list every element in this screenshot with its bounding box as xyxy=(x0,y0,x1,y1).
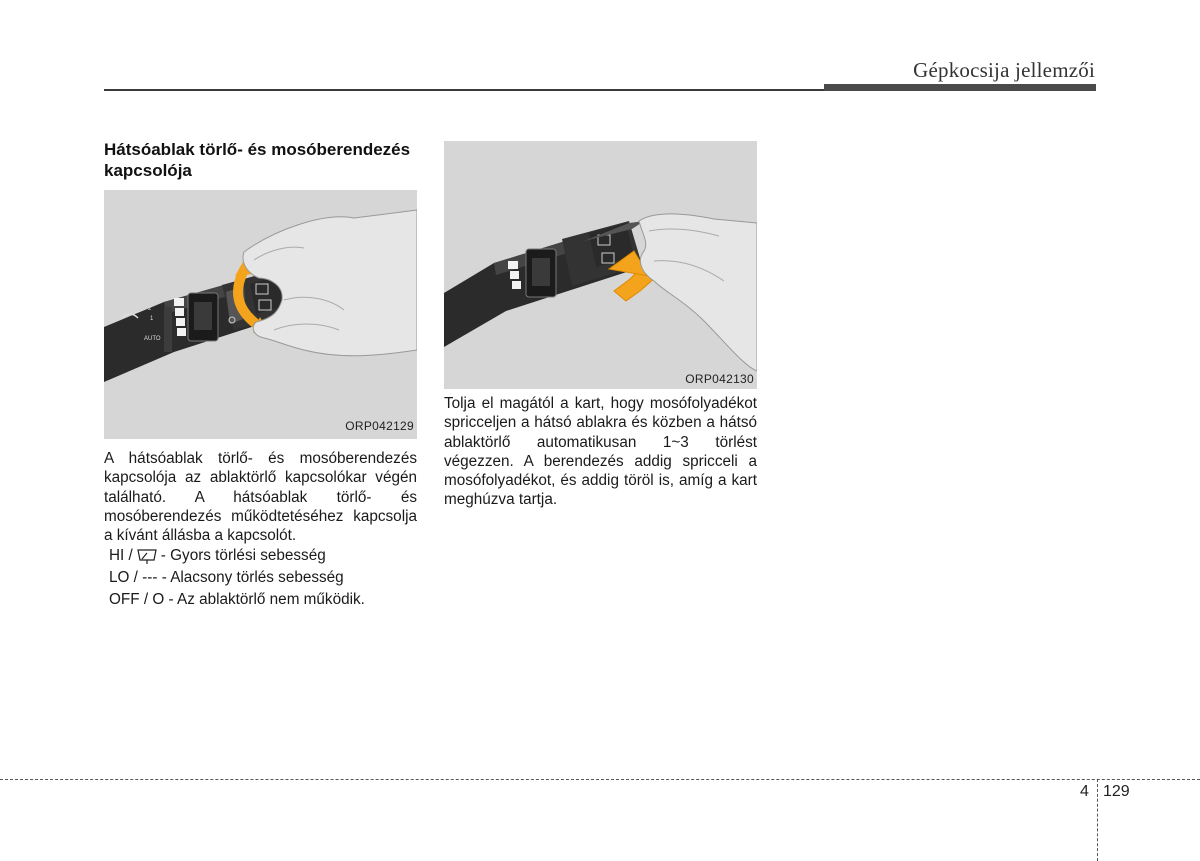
mode-key-hi: HI / xyxy=(109,547,133,564)
footer-dashed-rule xyxy=(0,779,1200,780)
mode-row-hi xyxy=(109,545,365,567)
rear-wiper-icon xyxy=(136,548,158,565)
wiper-stalk-rotate-illustration xyxy=(104,190,417,439)
chapter-number: 4 xyxy=(1080,783,1089,800)
page-header-title: Gépkocsija jellemzői xyxy=(913,58,1095,82)
wiper-mode-list xyxy=(109,545,365,611)
footer-vertical-dashed-rule xyxy=(1097,779,1098,861)
mode-key-off: OFF / O xyxy=(109,591,165,608)
section-heading: Hátsóablak törlő- és mosóberendezés kapcsolója xyxy=(104,140,411,180)
figure-push-lever xyxy=(444,141,757,389)
right-paragraph: Tolja el magától a kart, hogy mosófolyadékot spricceljen a hátsó ablakra és közben a hátsó ablaktörlő automatikusan 1~3 törlést végezzen. A berendezés addig spricceli a mosófolyadékot, és addig töröl is, amíg a kart meghúzva tartja. xyxy=(444,395,757,509)
wiper-stalk-push-illustration xyxy=(444,141,757,389)
illustration-two-label: 2 xyxy=(148,306,152,312)
figure-code-2: ORP042130 xyxy=(685,372,754,386)
mode-desc-lo: - Alacsony törlés sebesség xyxy=(161,569,344,586)
header-rule-thin xyxy=(104,89,824,91)
mode-key-lo: LO / --- xyxy=(109,569,158,586)
figure-rotate-switch xyxy=(104,190,417,439)
left-paragraph: A hátsóablak törlő- és mosóberendezés kapcsolója az ablaktörlő kapcsolókar végén található. A hátsóablak törlő- és mosóberendezés működtetéséhez kapcsolja a kívánt állásba a kapcsolót. xyxy=(104,450,417,545)
mode-row-off xyxy=(109,589,365,611)
figure-code-1: ORP042129 xyxy=(345,419,414,433)
page-number: 129 xyxy=(1103,783,1130,800)
illustration-auto-label: AUTO xyxy=(144,336,161,342)
mode-desc-hi: - Gyors törlési sebesség xyxy=(160,547,326,564)
mode-desc-off: - Az ablaktörlő nem működik. xyxy=(168,591,365,608)
illustration-one-label: 1 xyxy=(150,316,154,322)
header-rule-thick xyxy=(824,84,1096,91)
mode-row-lo xyxy=(109,567,365,589)
